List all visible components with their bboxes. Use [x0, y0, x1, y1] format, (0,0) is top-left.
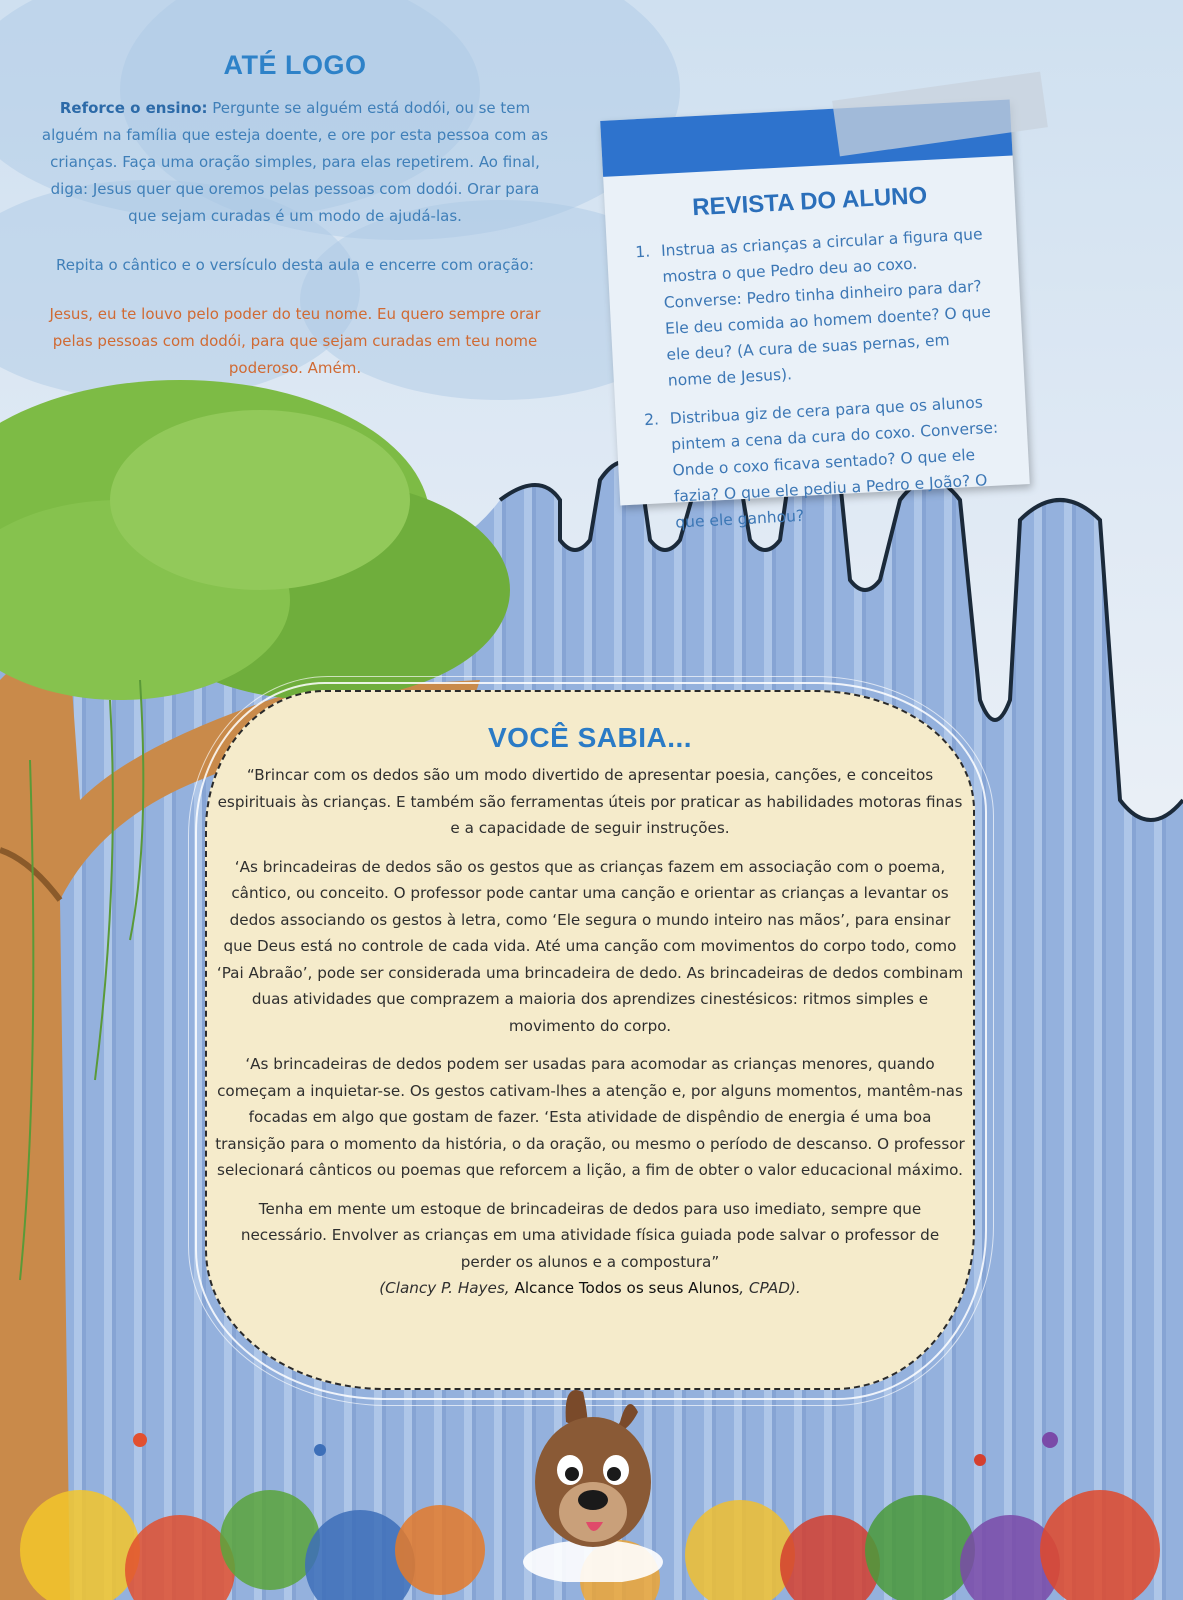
revista-list — [606, 219, 1031, 538]
citation-post: , CPAD). — [739, 1279, 801, 1297]
voce-sabia-section — [215, 722, 965, 1314]
ate-logo-section — [40, 50, 550, 382]
citation — [215, 1275, 965, 1302]
voce-sabia-title: VOCÊ SABIA... — [487, 722, 693, 753]
sabia-paragraph: ‘As brincadeiras de dedos são os gestos que as crianças fazem em associação com o poema, cântico, ou conceito. O professor pode cantar uma canção e orientar as crianças a levantar os dedos associando os gestos à letra, como ‘Ele segura o mundo inteiro nas mãos’, para ensinar que Deus está no controle de cada vida. Até uma canção com movimentos do corpo todo, como ‘Pai Abraão’, pode ser considerada uma brincadeira de dedo. As brincadeiras de dedos combinam duas atividades que comprazem a maioria dos aprendizes cinestésicos: ritmos simples e movimento do corpo. — [216, 857, 964, 1035]
revista-title: REVISTA DO ALUNO — [691, 182, 928, 222]
sabia-paragraph: Tenha em mente um estoque de brincadeiras de dedos para uso imediato, sempre que necessário. Envolver as crianças em uma atividade física guiada pode salvar o professor de perder os alunos e a compostura” — [240, 1199, 940, 1271]
repita-text: Repita o cântico e o versículo desta aula e encerre com oração: — [56, 256, 534, 274]
revista-item: 1. Instrua as crianças a circular a figura que mostra o que Pedro deu ao coxo. Converse: Pedro tinha dinheiro para dar? Ele deu comida ao homem doente? O que ele deu? (A cura de suas pernas, em nome de Jesus). — [654, 221, 996, 394]
revista-item: 2. Distribua giz de cera para que os alunos pintem a cena da cura do coxo. Converse: Onde o coxo ficava sentado? O que ele fazia? O que ele pediu a Pedro e João? O que ele ganhou? — [663, 389, 1003, 536]
reforce-text: Pergunte se alguém está dodói, ou se tem alguém na família que esteja doente, e ore por esta pessoa com as crianças. Faça uma oração simples, para elas repetirem. Ao final, diga: Jesus quer que oremos pelas pessoas com dodói. Orar para que sejam curadas é um modo de ajudá-las. — [41, 99, 549, 225]
sabia-paragraph: ‘As brincadeiras de dedos podem ser usadas para acomodar as crianças menores, quando começam a inquietar-se. Os gestos cativam-lhes a atenção e, por alguns momentos, mantêm-nas focadas em algo que gostam de fazer. ‘Esta atividade de dispêndio de energia é uma boa transição para o momento da história, o da oração, ou mesmo o período de descanso. O professor selecionará cânticos ou poemas que reforcem a lição, a fim de obter o valor educacional máximo. — [215, 1055, 965, 1179]
dog-mascot-icon — [508, 1372, 678, 1582]
sabia-paragraph: “Brincar com os dedos são um modo divertido de apresentar poesia, canções, e conceitos espirituais às crianças. E também são ferramentas úteis por praticar as habilidades motoras finas e a capacidade de seguir instruções. — [217, 766, 963, 837]
citation-book: Alcance Todos os seus Alunos — [514, 1279, 740, 1297]
ate-logo-title: ATÉ LOGO — [223, 50, 367, 80]
revista-do-aluno-card — [600, 100, 1030, 532]
reforce-label: Reforce o ensino: — [59, 99, 208, 117]
reforce-paragraph — [40, 95, 550, 230]
citation-pre: (Clancy P. Hayes, — [379, 1279, 515, 1297]
prayer-text: Jesus, eu te louvo pelo poder do teu nome. Eu quero sempre orar pelas pessoas com dodói, para que sejam curadas em teu nome poderoso. Amém. — [49, 305, 541, 377]
